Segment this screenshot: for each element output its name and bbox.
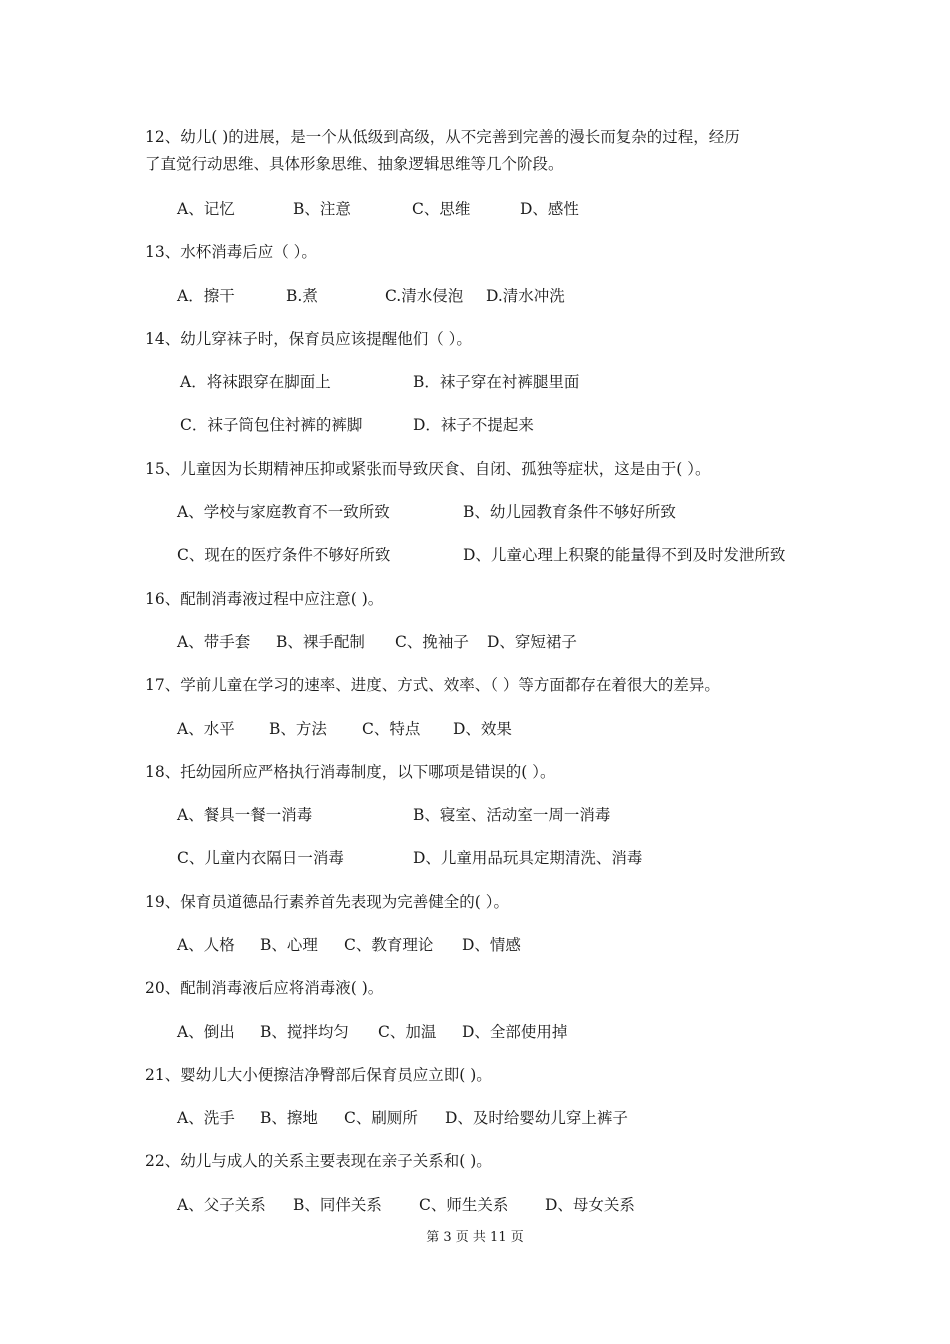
option-a: A、记忆: [177, 200, 235, 218]
option-c: C、刷厕所: [344, 1109, 418, 1127]
option-a: A、学校与家庭教育不一致所致: [177, 503, 390, 521]
option-a: A、洗手: [177, 1109, 235, 1127]
question-15: 15、儿童因为长期精神压抑或紧张而导致厌食、自闭、孤独等症状，这是由于( ）。: [145, 460, 711, 478]
option-d: D、及时给婴幼儿穿上裤子: [445, 1109, 628, 1127]
question-21: 21、婴幼儿大小便擦洁净臀部后保育员应立即( )。: [145, 1066, 492, 1084]
option-a: A、人格: [177, 936, 235, 954]
option-d: D、感性: [520, 200, 579, 218]
option-a: A、带手套: [177, 633, 251, 651]
option-c: C.清水侵泡: [385, 287, 464, 305]
option-b: B、方法: [269, 720, 327, 738]
option-d: D、全部使用掉: [462, 1023, 568, 1041]
option-d: D．袜子不提起来: [413, 416, 534, 434]
option-b: B、擦地: [260, 1109, 318, 1127]
option-c: C、特点: [362, 720, 421, 738]
question-14: 14、幼儿穿袜子时，保育员应该提醒他们（ ）。: [145, 330, 472, 348]
option-b: B、注意: [293, 200, 351, 218]
question-16: 16、配制消毒液过程中应注意( )。: [145, 590, 384, 608]
question-13: 13、水杯消毒后应（ ）。: [145, 243, 317, 261]
option-c: C．袜子筒包住衬裤的裤脚: [180, 416, 363, 434]
option-d: D.清水冲洗: [486, 287, 565, 305]
question-17: 17、学前儿童在学习的速率、进度、方式、效率、（ ）等方面都存在着很大的差异。: [145, 676, 720, 694]
option-b: B、搅拌均匀: [260, 1023, 349, 1041]
option-b: B、同伴关系: [293, 1196, 382, 1214]
option-d: D、穿短裙子: [487, 633, 577, 651]
option-c: C、儿童内衣隔日一消毒: [177, 849, 344, 867]
option-d: D、儿童心理上积聚的能量得不到及时发泄所致: [463, 546, 786, 564]
option-a: A、倒出: [177, 1023, 235, 1041]
option-b: B、心理: [260, 936, 318, 954]
question-20: 20、配制消毒液后应将消毒液( )。: [145, 979, 384, 997]
question-12: 12、幼儿( )的进展，是一个从低级到高级，从不完善到完善的漫长而复杂的过程，经历: [145, 128, 740, 146]
question-12-cont: 了直觉行动思维、具体形象思维、抽象逻辑思维等几个阶段。: [145, 155, 564, 173]
option-a: A、餐具一餐一消毒: [177, 806, 313, 824]
option-c: C、现在的医疗条件不够好所致: [177, 546, 391, 564]
option-a: A．擦干: [177, 287, 235, 305]
option-b: B、幼儿园教育条件不够好所致: [463, 503, 676, 521]
option-c: C、挽袖子: [395, 633, 469, 651]
option-b: B、寝室、活动室一周一消毒: [413, 806, 611, 824]
option-c: C、教育理论: [344, 936, 434, 954]
page-footer: 第 3 页 共 11 页: [426, 1230, 524, 1245]
option-c: C、思维: [412, 200, 471, 218]
question-22: 22、幼儿与成人的关系主要表现在亲子关系和( )。: [145, 1152, 492, 1170]
option-b: B、裸手配制: [276, 633, 365, 651]
option-b: B.煮: [286, 287, 318, 305]
option-c: C、师生关系: [419, 1196, 509, 1214]
option-d: D、儿童用品玩具定期清洗、消毒: [413, 849, 643, 867]
option-a: A、水平: [177, 720, 235, 738]
option-d: D、效果: [453, 720, 512, 738]
option-c: C、加温: [378, 1023, 437, 1041]
option-a: A、父子关系: [177, 1196, 266, 1214]
option-a: A．将袜跟穿在脚面上: [180, 373, 331, 391]
question-18: 18、托幼园所应严格执行消毒制度，以下哪项是错误的( ）。: [145, 763, 556, 781]
question-19: 19、保育员道德品行素养首先表现为完善健全的( ）。: [145, 893, 509, 911]
option-b: B．袜子穿在衬裤腿里面: [413, 373, 580, 391]
option-d: D、母女关系: [545, 1196, 635, 1214]
option-d: D、情感: [462, 936, 521, 954]
